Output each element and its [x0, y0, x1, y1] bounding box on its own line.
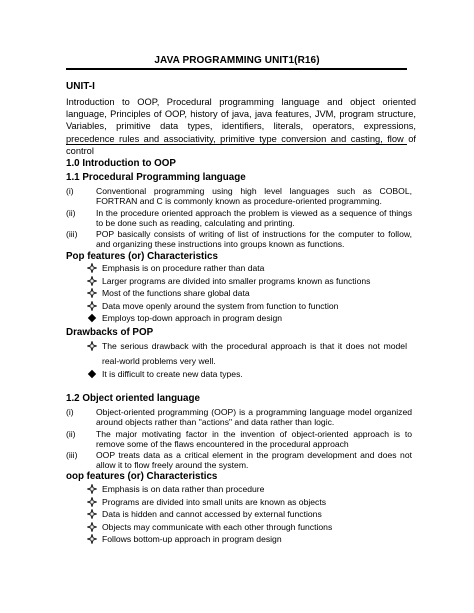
section-heading-1-1: 1.1 Procedural Programming language [66, 172, 246, 183]
bullet-item [102, 276, 407, 286]
four-point-star-icon [87, 534, 97, 544]
list-text: Conventional programming using high level languages such as COBOL, FORTRAN and C is commonly known as procedure-oriented programming. [96, 186, 412, 207]
bullet-text: Data is hidden and cannot accessed by external functions [102, 509, 322, 519]
diamond-icon [87, 369, 97, 379]
bullet-text: Programs are divided into small units are known as objects [102, 497, 327, 507]
four-point-star-icon [87, 341, 97, 351]
bullet-item [102, 522, 407, 532]
list-text: The major motivating factor in the invention of object-oriented approach is to remove some of the flaws encountered in the procedural approach [96, 429, 412, 450]
bullet-text: Data move openly around the system from function to function [102, 301, 339, 311]
header-rule [66, 68, 407, 70]
bullet-item [102, 509, 407, 519]
bullet-text: It is difficult to create new data types. [102, 369, 243, 379]
section-heading-1-0: 1.0 Introduction to OOP [66, 158, 176, 169]
pop-features-heading: Pop features (or) Characteristics [66, 251, 218, 262]
bullet-text: Employs top-down approach in program design [102, 313, 283, 323]
bullet-text: Most of the functions share global data [102, 288, 250, 298]
bullet-item [102, 301, 407, 311]
list-number: (ii) [66, 429, 76, 439]
drawbacks-heading: Drawbacks of POP [66, 327, 154, 338]
bullet-text: Emphasis is on data rather than procedure [102, 484, 265, 494]
diamond-icon [87, 313, 97, 323]
four-point-star-icon [87, 276, 97, 286]
oop-features-heading: oop features (or) Characteristics [66, 471, 218, 482]
bullet-item [102, 484, 407, 494]
list-text: OOP treats data as a critical element in the program development and does not allow it to flow freely around the system. [96, 450, 412, 471]
four-point-star-icon [87, 288, 97, 298]
section-heading-1-2: 1.2 Object oriented language [66, 393, 200, 404]
bullet-item [102, 288, 407, 298]
four-point-star-icon [87, 497, 97, 507]
bullet-item [102, 263, 407, 273]
four-point-star-icon [87, 522, 97, 532]
bullet-item [102, 313, 407, 323]
list-number: (ii) [66, 208, 76, 218]
list-text: POP basically consists of writing of list of instructions for the computer to follow, and organizing these instructions into groups known as functions. [96, 229, 412, 250]
bullet-item [102, 339, 407, 368]
bullet-text: The serious drawback with the procedural approach is that it does not model real-world problems very well. [102, 341, 407, 366]
bullet-item [102, 367, 407, 382]
bullet-text: Emphasis is on procedure rather than data [102, 263, 265, 273]
four-point-star-icon [87, 263, 97, 273]
four-point-star-icon [87, 484, 97, 494]
list-text: In the procedure oriented approach the problem is viewed as a sequence of things to be done such as reading, calculating and printing. [96, 208, 412, 229]
list-number: (iii) [66, 229, 78, 239]
bullet-item [102, 497, 407, 507]
unit-heading: UNIT-I [66, 81, 95, 92]
bullet-text: Objects may communicate with each other through functions [102, 522, 333, 532]
list-text: Object-oriented programming (OOP) is a programming language model organized around objects rather than "actions" and data rather than logic. [96, 407, 412, 428]
list-number: (iii) [66, 450, 78, 460]
list-number: (i) [66, 407, 74, 417]
page-title: JAVA PROGRAMMING UNIT1(R16) [154, 55, 320, 66]
four-point-star-icon [87, 301, 97, 311]
four-point-star-icon [87, 509, 97, 519]
bullet-text: Larger programs are divided into smaller programs known as functions [102, 276, 371, 286]
unit-intro-paragraph: Introduction to OOP, Procedural programming language and object oriented language, Principles of OOP, history of java, java features, JVM, program structure, Variables, primitive data types, identifiers, literals, operators, expressions, precedence rules and associativity, primitive type conversion and casting, flow of control [66, 97, 416, 156]
bullet-item [102, 534, 407, 544]
bullet-text: Follows bottom-up approach in program design [102, 534, 282, 544]
intro-underline [66, 144, 407, 145]
list-number: (i) [66, 186, 74, 196]
